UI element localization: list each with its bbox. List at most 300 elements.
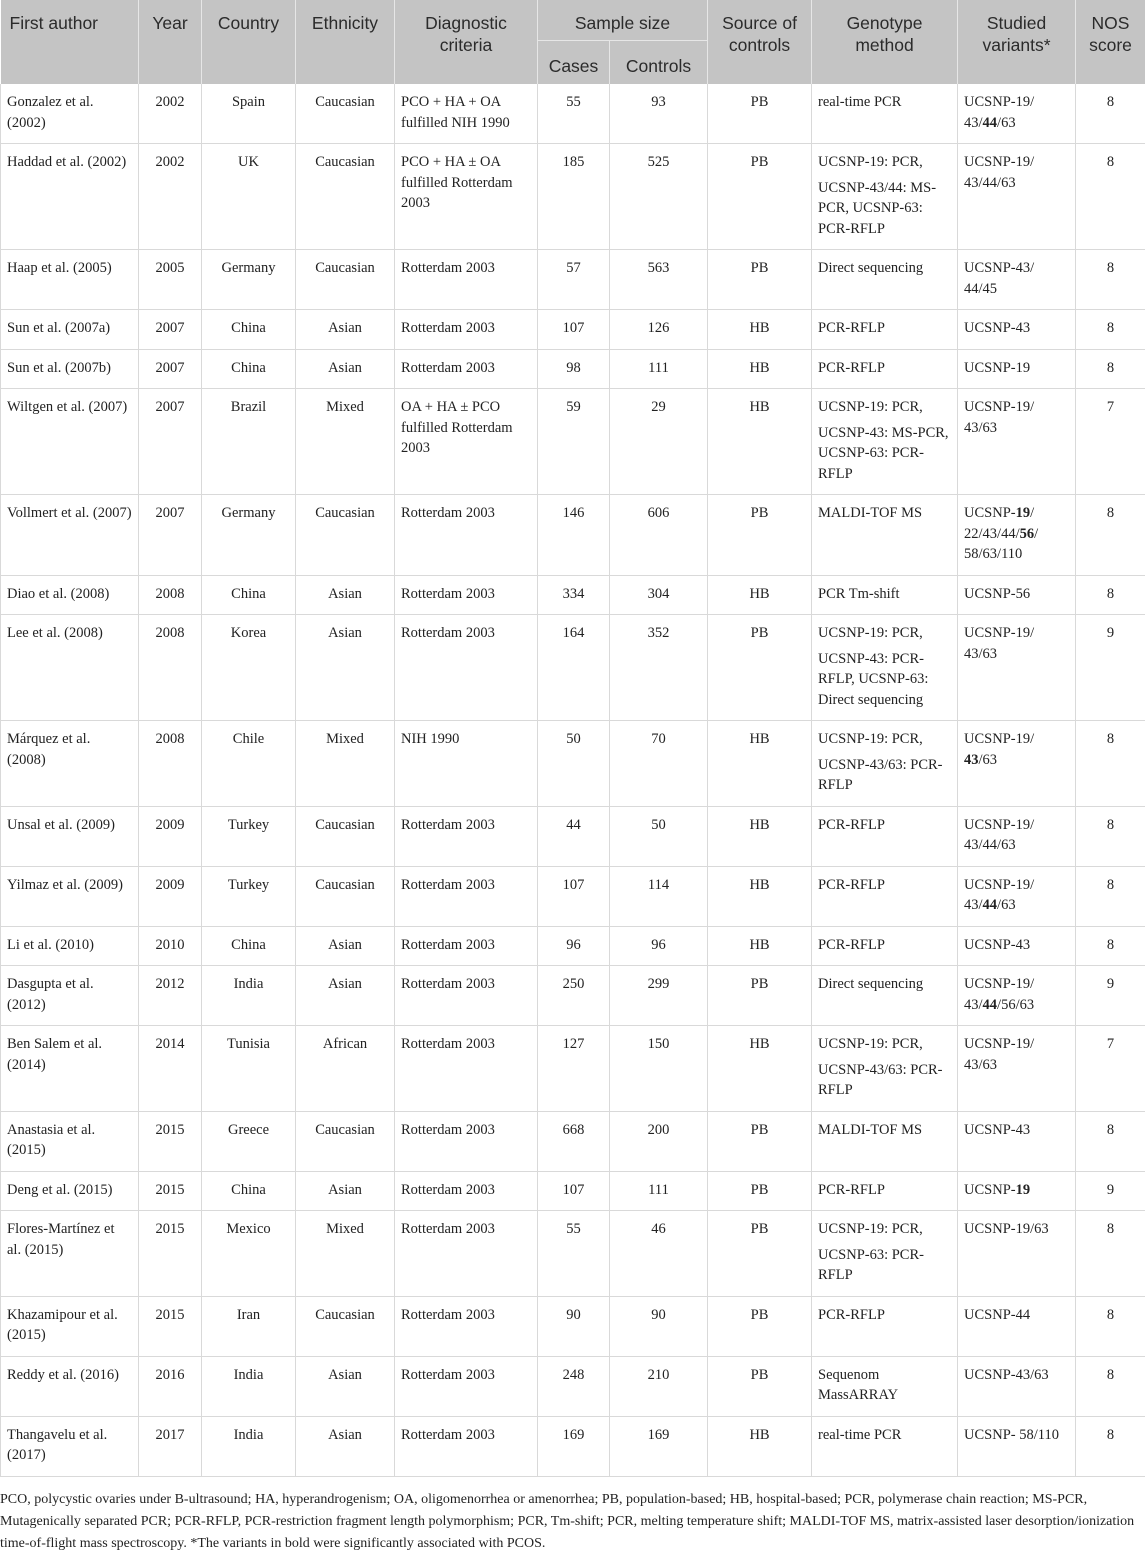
- cell-cases: 248: [538, 1356, 610, 1416]
- cell-country: China: [202, 926, 296, 966]
- cell-ethnicity: Caucasian: [296, 866, 395, 926]
- cell-country: Tunisia: [202, 1026, 296, 1112]
- cell-controls: 126: [610, 310, 708, 350]
- cell-controls: 90: [610, 1296, 708, 1356]
- cell-nos-score: 9: [1076, 966, 1145, 1026]
- header-source-of-controls: Source of controls: [708, 0, 812, 84]
- cell-ethnicity: Caucasian: [296, 84, 395, 144]
- cell-first-author: Márquez et al. (2008): [1, 721, 139, 807]
- cell-genotype-method: [812, 1111, 958, 1171]
- cell-controls: 304: [610, 575, 708, 615]
- variant-text: /63: [978, 751, 998, 768]
- cell-first-author: Haddad et al. (2002): [1, 144, 139, 250]
- cell-nos-score: 9: [1076, 1171, 1145, 1211]
- cell-first-author: Li et al. (2010): [1, 926, 139, 966]
- cell-studied-variants: [958, 575, 1076, 615]
- table-header: [1, 0, 1145, 84]
- cell-year: 2009: [139, 806, 202, 866]
- cell-controls: 96: [610, 926, 708, 966]
- cell-year: 2005: [139, 250, 202, 310]
- cell-diagnostic-criteria: NIH 1990: [395, 721, 538, 807]
- cell-ethnicity: African: [296, 1026, 395, 1112]
- cell-nos-score: 8: [1076, 495, 1145, 576]
- cell-country: Germany: [202, 250, 296, 310]
- table-row: [1, 926, 1145, 966]
- variant-text: UCSNP-43: [964, 1121, 1031, 1138]
- cell-year: 2007: [139, 349, 202, 389]
- cell-genotype-method: [812, 349, 958, 389]
- cell-first-author: Deng et al. (2015): [1, 1171, 139, 1211]
- cell-genotype-method: [812, 495, 958, 576]
- cell-diagnostic-criteria: Rotterdam 2003: [395, 495, 538, 576]
- variant-text: UCSNP-44: [964, 1306, 1031, 1323]
- genotype-method-line: PCR-RFLP: [818, 1181, 885, 1198]
- cell-first-author: Gonzalez et al. (2002): [1, 84, 139, 144]
- cell-country: China: [202, 575, 296, 615]
- cell-diagnostic-criteria: Rotterdam 2003: [395, 310, 538, 350]
- genotype-method-line: Direct sequencing: [818, 976, 924, 992]
- cell-genotype-method: [812, 866, 958, 926]
- cell-source-of-controls: HB: [708, 389, 812, 495]
- table-row: [1, 250, 1145, 310]
- header-year: Year: [139, 0, 202, 84]
- cell-source-of-controls: HB: [708, 866, 812, 926]
- cell-nos-score: 8: [1076, 1356, 1145, 1416]
- cell-cases: 107: [538, 1171, 610, 1211]
- cell-first-author: Ben Salem et al. (2014): [1, 1026, 139, 1112]
- cell-year: 2008: [139, 615, 202, 721]
- cell-country: Iran: [202, 1296, 296, 1356]
- cell-cases: 668: [538, 1111, 610, 1171]
- cell-nos-score: 8: [1076, 721, 1145, 807]
- variant-text: UCSNP-43: [964, 936, 1031, 953]
- cell-country: Germany: [202, 495, 296, 576]
- cell-studied-variants: [958, 495, 1076, 576]
- variant-text: UCSNP-43/ 44/45: [964, 260, 1035, 297]
- cell-ethnicity: Asian: [296, 966, 395, 1026]
- cell-nos-score: 8: [1076, 310, 1145, 350]
- cell-cases: 44: [538, 806, 610, 866]
- cell-source-of-controls: HB: [708, 1026, 812, 1112]
- cell-diagnostic-criteria: Rotterdam 2003: [395, 1296, 538, 1356]
- variant-text: UCSNP-19/ 43/63: [964, 399, 1035, 436]
- header-cases: Cases: [538, 41, 610, 85]
- cell-controls: 210: [610, 1356, 708, 1416]
- cell-country: Korea: [202, 615, 296, 721]
- cell-source-of-controls: HB: [708, 926, 812, 966]
- cell-cases: 55: [538, 1211, 610, 1297]
- cell-nos-score: 8: [1076, 144, 1145, 250]
- cell-first-author: Unsal et al. (2009): [1, 806, 139, 866]
- cell-genotype-method: [812, 1026, 958, 1112]
- cell-diagnostic-criteria: Rotterdam 2003: [395, 926, 538, 966]
- cell-diagnostic-criteria: OA + HA ± PCO fulfilled Rotterdam 2003: [395, 389, 538, 495]
- cell-nos-score: 8: [1076, 349, 1145, 389]
- cell-cases: 127: [538, 1026, 610, 1112]
- cell-source-of-controls: PB: [708, 144, 812, 250]
- table-row: [1, 806, 1145, 866]
- cell-year: 2015: [139, 1171, 202, 1211]
- cell-nos-score: 7: [1076, 389, 1145, 495]
- cell-cases: 59: [538, 389, 610, 495]
- genotype-method-line: Direct sequencing: [818, 260, 924, 276]
- cell-nos-score: 8: [1076, 926, 1145, 966]
- cell-genotype-method: [812, 615, 958, 721]
- cell-ethnicity: Caucasian: [296, 1111, 395, 1171]
- variant-text: UCSNP-19/ 43/44/63: [964, 816, 1035, 853]
- table-row: [1, 349, 1145, 389]
- cell-source-of-controls: PB: [708, 1111, 812, 1171]
- cell-ethnicity: Asian: [296, 1416, 395, 1476]
- cell-country: China: [202, 349, 296, 389]
- header-first-author: First author: [1, 0, 139, 84]
- genotype-method-line: PCR-RFLP: [818, 936, 885, 953]
- cell-source-of-controls: HB: [708, 310, 812, 350]
- cell-ethnicity: Mixed: [296, 1211, 395, 1297]
- cell-nos-score: 8: [1076, 866, 1145, 926]
- genotype-method-line: UCSNP-19: PCR,: [818, 1036, 923, 1052]
- cell-year: 2015: [139, 1111, 202, 1171]
- cell-ethnicity: Mixed: [296, 389, 395, 495]
- variant-text: /63: [997, 114, 1016, 131]
- cell-cases: 334: [538, 575, 610, 615]
- table-row: [1, 1111, 1145, 1171]
- cell-controls: 352: [610, 615, 708, 721]
- variant-text: / 58/63/110: [964, 525, 1039, 562]
- table-row: [1, 575, 1145, 615]
- header-sample-size: Sample size: [538, 0, 708, 41]
- cell-diagnostic-criteria: Rotterdam 2003: [395, 806, 538, 866]
- genotype-method-line: UCSNP-19: PCR,: [818, 625, 923, 641]
- cell-studied-variants: [958, 721, 1076, 807]
- cell-genotype-method: [812, 1296, 958, 1356]
- cell-country: Chile: [202, 721, 296, 807]
- cell-ethnicity: Mixed: [296, 721, 395, 807]
- cell-nos-score: 8: [1076, 84, 1145, 144]
- cell-ethnicity: Caucasian: [296, 495, 395, 576]
- table-row: [1, 1356, 1145, 1416]
- cell-controls: 111: [610, 1171, 708, 1211]
- cell-year: 2008: [139, 575, 202, 615]
- genotype-method-line: PCR-RFLP: [818, 1306, 885, 1323]
- cell-ethnicity: Caucasian: [296, 1296, 395, 1356]
- genotype-method-line: UCSNP-43/44: MS-PCR, UCSNP-63: PCR-RFLP: [818, 179, 937, 237]
- genotype-method-line: UCSNP-19: PCR,: [818, 154, 923, 170]
- cell-source-of-controls: HB: [708, 349, 812, 389]
- cell-controls: 70: [610, 721, 708, 807]
- cell-studied-variants: [958, 84, 1076, 144]
- genotype-method-line: UCSNP-43/63: PCR-RFLP: [818, 756, 943, 793]
- cell-ethnicity: Caucasian: [296, 806, 395, 866]
- cell-genotype-method: [812, 575, 958, 615]
- cell-controls: 606: [610, 495, 708, 576]
- cell-nos-score: 8: [1076, 1416, 1145, 1476]
- variant-text: /63: [997, 897, 1016, 913]
- cell-year: 2002: [139, 84, 202, 144]
- header-controls: Controls: [610, 41, 708, 85]
- cell-source-of-controls: PB: [708, 495, 812, 576]
- cell-diagnostic-criteria: Rotterdam 2003: [395, 1026, 538, 1112]
- variant-text: UCSNP-43/63: [964, 1366, 1049, 1383]
- cell-nos-score: 8: [1076, 806, 1145, 866]
- cell-controls: 525: [610, 144, 708, 250]
- cell-first-author: Sun et al. (2007a): [1, 310, 139, 350]
- cell-genotype-method: [812, 84, 958, 144]
- cell-first-author: Lee et al. (2008): [1, 615, 139, 721]
- genotype-method-line: UCSNP-43/63: PCR-RFLP: [818, 1061, 943, 1098]
- cell-source-of-controls: HB: [708, 721, 812, 807]
- cell-source-of-controls: PB: [708, 1211, 812, 1297]
- cell-studied-variants: [958, 389, 1076, 495]
- cell-country: Turkey: [202, 866, 296, 926]
- cell-ethnicity: Caucasian: [296, 144, 395, 250]
- cell-diagnostic-criteria: Rotterdam 2003: [395, 1356, 538, 1416]
- significant-variant: 43: [964, 751, 979, 768]
- cell-genotype-method: [812, 966, 958, 1026]
- cell-studied-variants: [958, 1171, 1076, 1211]
- cell-country: China: [202, 310, 296, 350]
- genotype-method-line: UCSNP-63: PCR-RFLP: [818, 1246, 924, 1283]
- cell-studied-variants: [958, 926, 1076, 966]
- cell-first-author: Thangavelu et al. (2017): [1, 1416, 139, 1476]
- cell-source-of-controls: PB: [708, 84, 812, 144]
- variant-text: UCSNP-: [964, 505, 1016, 521]
- cell-first-author: Sun et al. (2007b): [1, 349, 139, 389]
- variant-text: UCSNP-19/: [964, 731, 1035, 747]
- cell-studied-variants: [958, 1026, 1076, 1112]
- variant-text: UCSNP-19/ 43/: [964, 976, 1035, 1013]
- cell-source-of-controls: PB: [708, 966, 812, 1026]
- cell-first-author: Yilmaz et al. (2009): [1, 866, 139, 926]
- cell-ethnicity: Asian: [296, 1171, 395, 1211]
- genotype-method-line: UCSNP-43: PCR-RFLP, UCSNP-63: Direct sequencing: [818, 650, 929, 708]
- variant-text: UCSNP-56: [964, 585, 1031, 602]
- cell-studied-variants: [958, 615, 1076, 721]
- cell-studied-variants: [958, 806, 1076, 866]
- cell-source-of-controls: HB: [708, 1416, 812, 1476]
- variant-text: UCSNP-19/ 43/44/63: [964, 154, 1035, 191]
- table-body: [1, 84, 1145, 1476]
- genotype-method-line: MALDI-TOF MS: [818, 505, 923, 521]
- cell-source-of-controls: PB: [708, 1296, 812, 1356]
- cell-cases: 169: [538, 1416, 610, 1476]
- cell-cases: 164: [538, 615, 610, 721]
- cell-country: Spain: [202, 84, 296, 144]
- cell-genotype-method: [812, 721, 958, 807]
- cell-year: 2009: [139, 866, 202, 926]
- cell-genotype-method: [812, 1211, 958, 1297]
- cell-diagnostic-criteria: Rotterdam 2003: [395, 250, 538, 310]
- cell-controls: 169: [610, 1416, 708, 1476]
- cell-studied-variants: [958, 1111, 1076, 1171]
- cell-diagnostic-criteria: Rotterdam 2003: [395, 1111, 538, 1171]
- header-country: Country: [202, 0, 296, 84]
- cell-year: 2007: [139, 495, 202, 576]
- genotype-method-line: PCR-RFLP: [818, 816, 885, 833]
- cell-diagnostic-criteria: Rotterdam 2003: [395, 615, 538, 721]
- cell-country: Greece: [202, 1111, 296, 1171]
- cell-diagnostic-criteria: PCO + HA ± OA fulfilled Rotterdam 2003: [395, 144, 538, 250]
- cell-country: India: [202, 966, 296, 1026]
- cell-studied-variants: [958, 310, 1076, 350]
- cell-source-of-controls: PB: [708, 250, 812, 310]
- cell-year: 2017: [139, 1416, 202, 1476]
- cell-year: 2014: [139, 1026, 202, 1112]
- variant-text: UCSNP-19/63: [964, 1221, 1049, 1237]
- cell-controls: 93: [610, 84, 708, 144]
- table-footnote: PCO, polycystic ovaries under B-ultrasound; HA, hyperandrogenism; OA, oligomenorrhea or amenorrhea; PB, population-based; HB, hospital-based; PCR, polymerase chain reaction; MS-PCR, Mutagenically separated PCR; PCR-RFLP, PCR-restriction fragment length polymorphism; PCR, Tm-shift; PCR, melting temperature shift; MALDI-TOF MS, matrix-assisted laser desorption/ionization time-of-flight mass spectroscopy. *The variants in bold were significantly associated with PCOS.: [0, 1491, 1135, 1551]
- cell-diagnostic-criteria: PCO + HA + OA fulfilled NIH 1990: [395, 84, 538, 144]
- cell-first-author: Khazamipour et al. (2015): [1, 1296, 139, 1356]
- variant-text: UCSNP-: [964, 1181, 1016, 1198]
- header-nos-score: NOS score: [1076, 0, 1145, 84]
- cell-genotype-method: [812, 1171, 958, 1211]
- genotype-method-line: PCR-RFLP: [818, 876, 885, 893]
- cell-first-author: Haap et al. (2005): [1, 250, 139, 310]
- table-row: [1, 1026, 1145, 1112]
- variant-text: UCSNP-19/ 43/: [964, 876, 1035, 913]
- variant-text: UCSNP-19/ 43/63: [964, 1036, 1035, 1073]
- cell-cases: 55: [538, 84, 610, 144]
- cell-ethnicity: Asian: [296, 615, 395, 721]
- cell-nos-score: 8: [1076, 575, 1145, 615]
- cell-source-of-controls: HB: [708, 806, 812, 866]
- cell-diagnostic-criteria: Rotterdam 2003: [395, 1416, 538, 1476]
- cell-year: 2007: [139, 310, 202, 350]
- significant-variant: 56: [1019, 525, 1035, 542]
- genotype-method-line: Sequenom MassARRAY: [818, 1366, 899, 1403]
- cell-studied-variants: [958, 866, 1076, 926]
- cell-genotype-method: [812, 310, 958, 350]
- table-row: [1, 1296, 1145, 1356]
- cell-source-of-controls: HB: [708, 575, 812, 615]
- genotype-method-line: PCR-RFLP: [818, 320, 885, 336]
- cell-year: 2015: [139, 1296, 202, 1356]
- cell-cases: 98: [538, 349, 610, 389]
- table-row: [1, 866, 1145, 926]
- table-row: [1, 1211, 1145, 1297]
- cell-first-author: Reddy et al. (2016): [1, 1356, 139, 1416]
- cell-country: India: [202, 1356, 296, 1416]
- cell-cases: 250: [538, 966, 610, 1026]
- variant-text: /56/63: [997, 996, 1035, 1013]
- cell-nos-score: 8: [1076, 250, 1145, 310]
- significant-variant: 19: [1015, 1181, 1031, 1198]
- cell-country: Brazil: [202, 389, 296, 495]
- cell-source-of-controls: PB: [708, 1356, 812, 1416]
- cell-genotype-method: [812, 144, 958, 250]
- cell-source-of-controls: PB: [708, 615, 812, 721]
- header-diagnostic-criteria: Diagnostic criteria: [395, 0, 538, 84]
- cell-studied-variants: [958, 349, 1076, 389]
- cell-genotype-method: [812, 806, 958, 866]
- cell-studied-variants: [958, 1211, 1076, 1297]
- cell-ethnicity: Asian: [296, 349, 395, 389]
- cell-controls: 50: [610, 806, 708, 866]
- cell-studied-variants: [958, 966, 1076, 1026]
- cell-studied-variants: [958, 1296, 1076, 1356]
- table-row: [1, 721, 1145, 807]
- header-genotype-method: Genotype method: [812, 0, 958, 84]
- cell-diagnostic-criteria: Rotterdam 2003: [395, 966, 538, 1026]
- cell-year: 2002: [139, 144, 202, 250]
- cell-controls: 46: [610, 1211, 708, 1297]
- table-row: [1, 310, 1145, 350]
- cell-cases: 185: [538, 144, 610, 250]
- variant-text: UCSNP-19/ 43/: [964, 94, 1035, 131]
- genotype-method-line: UCSNP-19: PCR,: [818, 399, 923, 415]
- cell-controls: 200: [610, 1111, 708, 1171]
- genotype-method-line: PCR-RFLP: [818, 359, 885, 376]
- table-row: [1, 615, 1145, 721]
- table-row: [1, 1171, 1145, 1211]
- table-row: [1, 1416, 1145, 1476]
- cell-ethnicity: Asian: [296, 575, 395, 615]
- genotype-method-line: real-time PCR: [818, 1426, 902, 1443]
- cell-ethnicity: Asian: [296, 1356, 395, 1416]
- cell-first-author: Diao et al. (2008): [1, 575, 139, 615]
- cell-cases: 96: [538, 926, 610, 966]
- genotype-method-line: UCSNP-43: MS-PCR, UCSNP-63: PCR-RFLP: [818, 424, 949, 482]
- cell-studied-variants: [958, 144, 1076, 250]
- cell-cases: 90: [538, 1296, 610, 1356]
- cell-diagnostic-criteria: Rotterdam 2003: [395, 1211, 538, 1297]
- cell-genotype-method: [812, 1416, 958, 1476]
- cell-cases: 50: [538, 721, 610, 807]
- cell-nos-score: 9: [1076, 615, 1145, 721]
- significant-variant: 44: [982, 897, 998, 913]
- cell-source-of-controls: PB: [708, 1171, 812, 1211]
- cell-nos-score: 8: [1076, 1111, 1145, 1171]
- cell-year: 2012: [139, 966, 202, 1026]
- cell-country: Mexico: [202, 1211, 296, 1297]
- cell-ethnicity: Asian: [296, 310, 395, 350]
- cell-diagnostic-criteria: Rotterdam 2003: [395, 1171, 538, 1211]
- variant-text: UCSNP-19/ 43/63: [964, 625, 1035, 662]
- cell-genotype-method: [812, 1356, 958, 1416]
- cell-year: 2010: [139, 926, 202, 966]
- cell-studied-variants: [958, 250, 1076, 310]
- significant-variant: 44: [982, 114, 998, 131]
- cell-genotype-method: [812, 926, 958, 966]
- cell-controls: 563: [610, 250, 708, 310]
- genotype-method-line: real-time PCR: [818, 94, 902, 110]
- cell-nos-score: 7: [1076, 1026, 1145, 1112]
- cell-genotype-method: [812, 250, 958, 310]
- cell-country: India: [202, 1416, 296, 1476]
- cell-ethnicity: Asian: [296, 926, 395, 966]
- cell-controls: 29: [610, 389, 708, 495]
- cell-first-author: Wiltgen et al. (2007): [1, 389, 139, 495]
- header-ethnicity: Ethnicity: [296, 0, 395, 84]
- cell-first-author: Flores-Martínez et al. (2015): [1, 1211, 139, 1297]
- genotype-method-line: UCSNP-19: PCR,: [818, 731, 923, 747]
- variant-text: UCSNP-43: [964, 320, 1031, 336]
- genotype-method-line: UCSNP-19: PCR,: [818, 1221, 923, 1237]
- genotype-method-line: PCR Tm-shift: [818, 585, 900, 602]
- cell-controls: 299: [610, 966, 708, 1026]
- cell-year: 2015: [139, 1211, 202, 1297]
- cell-cases: 107: [538, 310, 610, 350]
- significant-variant: 44: [982, 996, 998, 1013]
- table-row: [1, 84, 1145, 144]
- cell-controls: 114: [610, 866, 708, 926]
- cell-country: China: [202, 1171, 296, 1211]
- cell-year: 2016: [139, 1356, 202, 1416]
- cell-ethnicity: Caucasian: [296, 250, 395, 310]
- cell-first-author: Dasgupta et al. (2012): [1, 966, 139, 1026]
- header-studied-variants: Studied variants*: [958, 0, 1076, 84]
